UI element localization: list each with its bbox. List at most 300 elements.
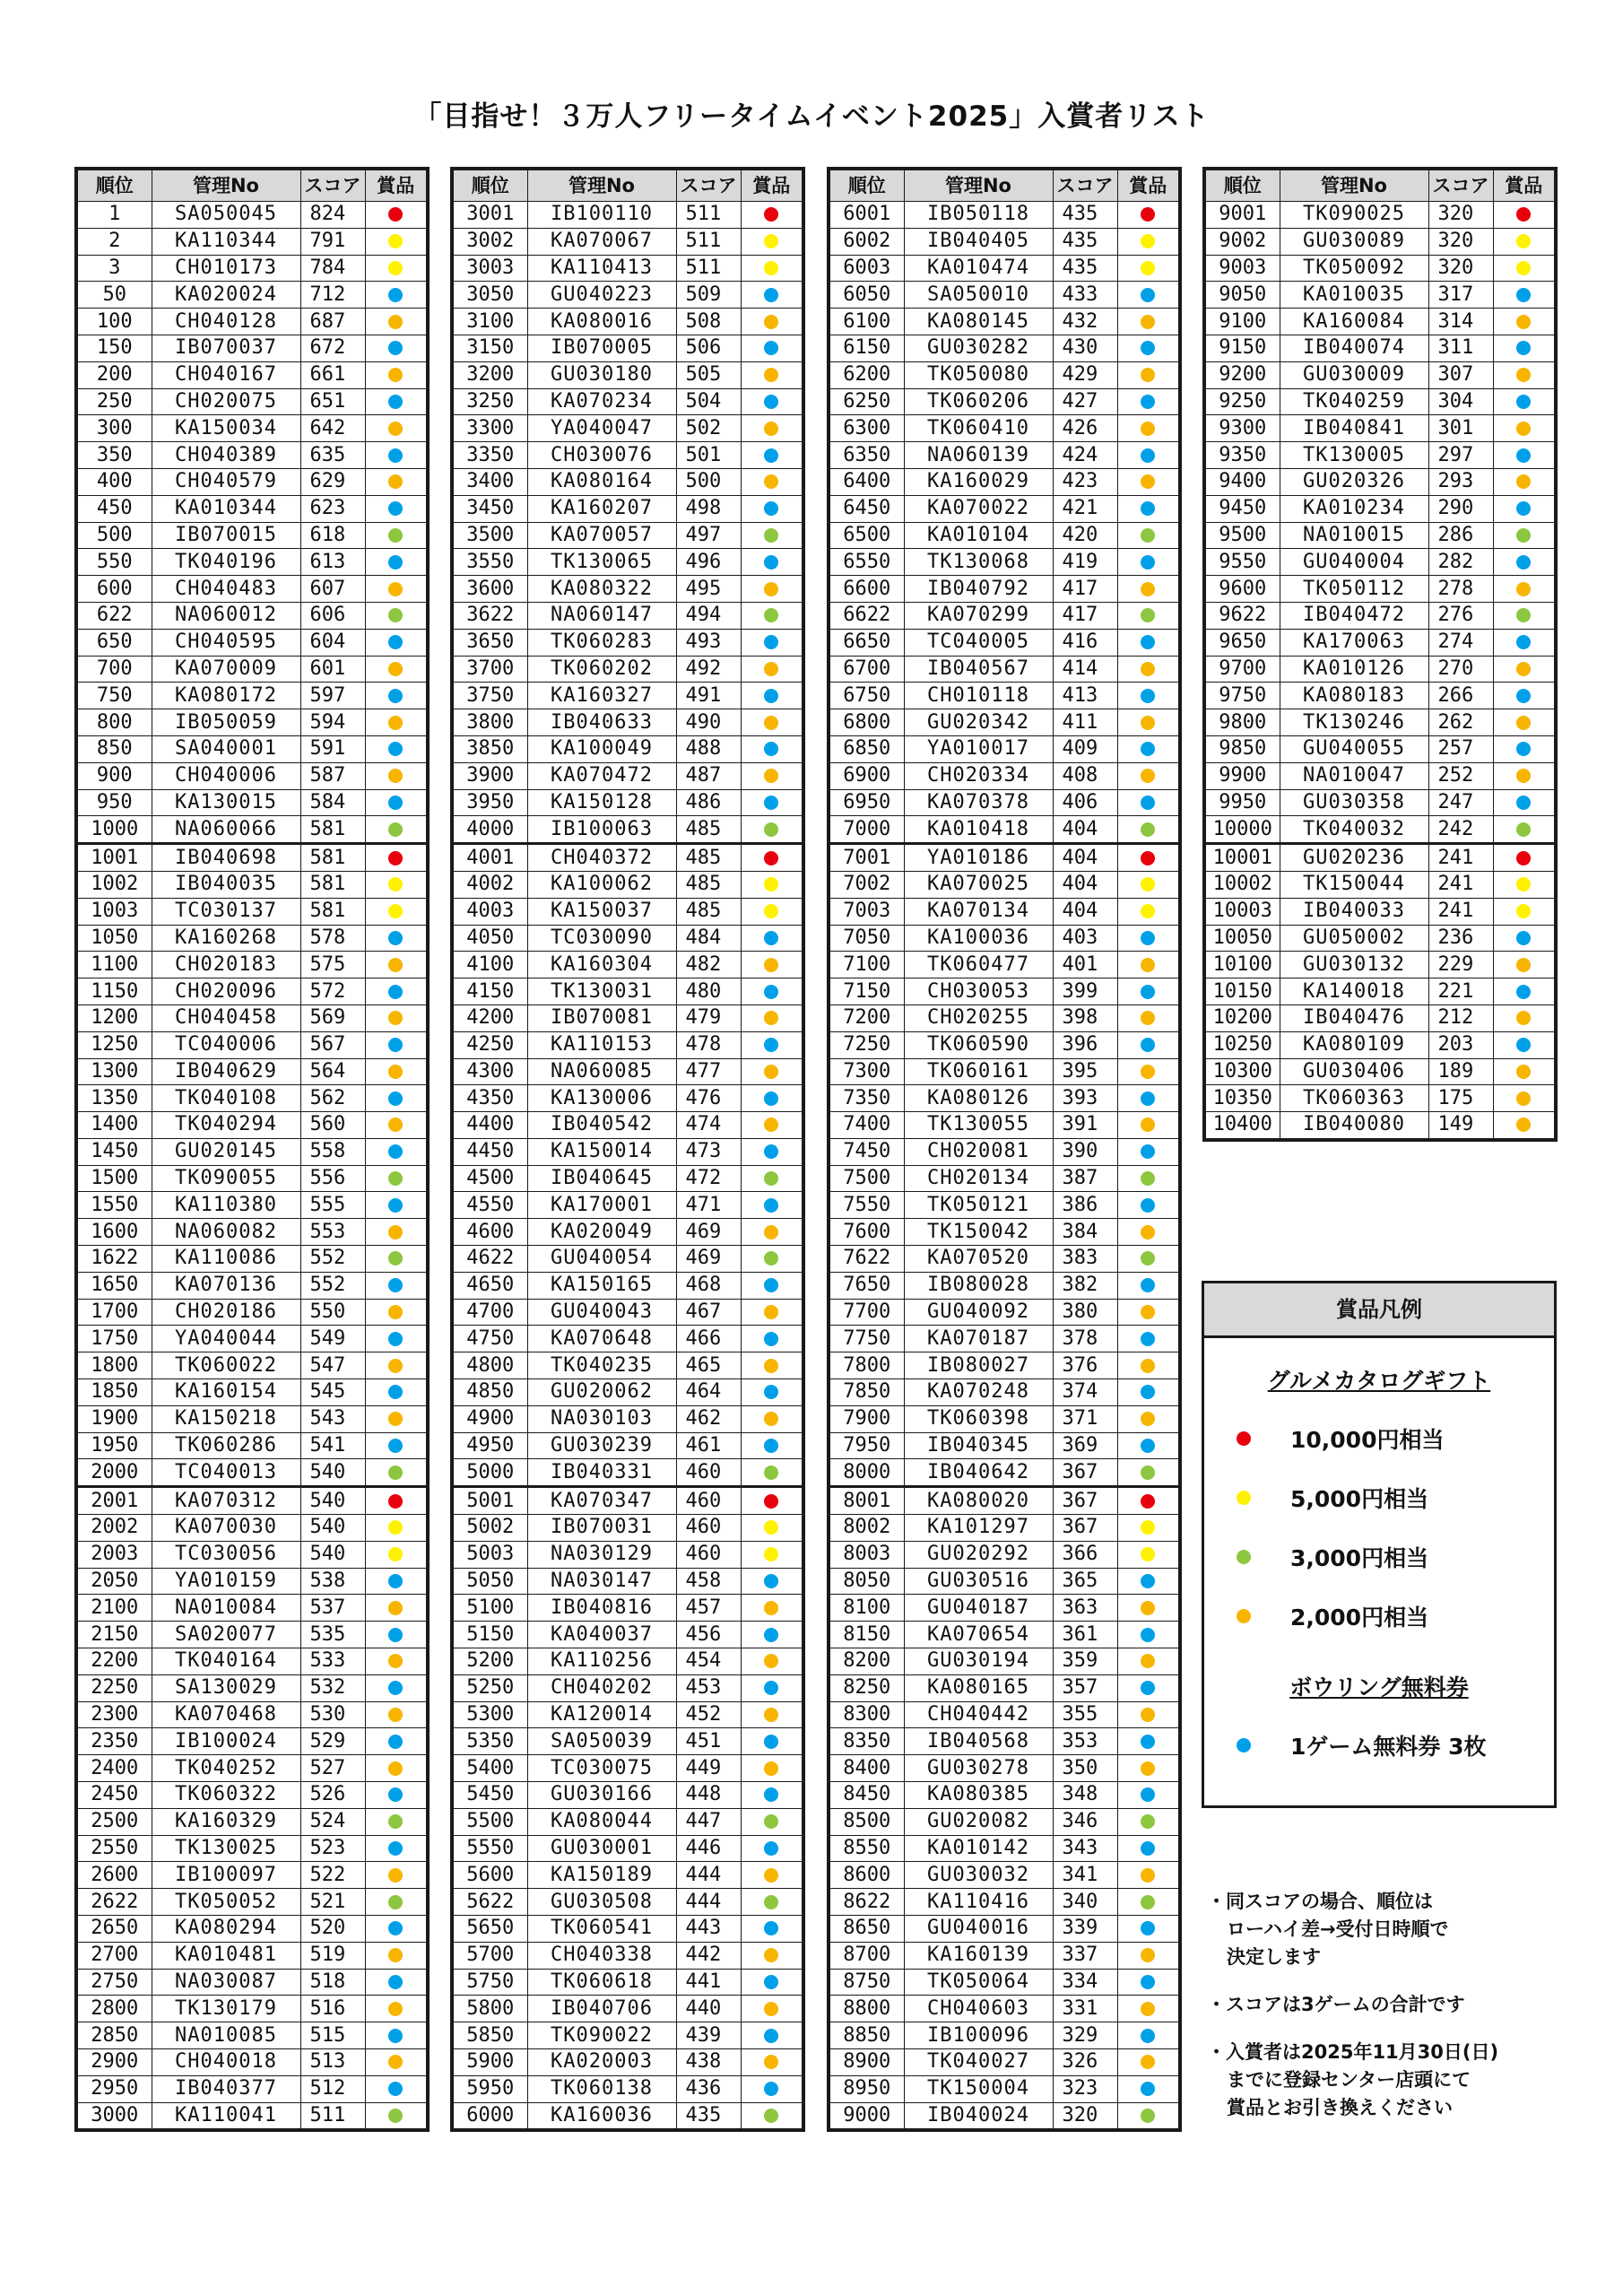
green-dot-icon xyxy=(1141,1465,1155,1480)
yellow-dot-icon xyxy=(1237,1491,1251,1505)
table-row xyxy=(452,709,803,736)
table-row xyxy=(76,522,428,549)
rank-cell: 2003 xyxy=(76,1541,152,1568)
table-row xyxy=(452,309,803,335)
rank-cell: 1100 xyxy=(76,952,152,978)
table-row xyxy=(829,1942,1180,1969)
score-cell: 458 xyxy=(676,1568,741,1595)
rank-cell: 7500 xyxy=(829,1165,904,1192)
id-cell: CH040595 xyxy=(152,629,300,656)
table-row xyxy=(452,1246,803,1273)
id-cell: GU030278 xyxy=(904,1755,1053,1782)
score-cell: 457 xyxy=(676,1595,741,1622)
prize-cell xyxy=(741,1782,803,1809)
rank-cell: 8300 xyxy=(829,1701,904,1728)
rank-cell: 8650 xyxy=(829,1916,904,1943)
prize-cell xyxy=(365,709,428,736)
rank-cell: 9700 xyxy=(1204,656,1280,683)
prize-cell xyxy=(1117,1031,1180,1058)
id-cell: CH030053 xyxy=(904,978,1053,1005)
id-cell: IB040568 xyxy=(904,1728,1053,1755)
table-row xyxy=(452,1622,803,1648)
prize-cell xyxy=(741,468,803,495)
prize-cell xyxy=(365,789,428,816)
score-cell: 189 xyxy=(1428,1058,1493,1085)
id-cell: KA130015 xyxy=(152,789,300,816)
blue-dot-icon xyxy=(764,1144,778,1159)
blue-dot-icon xyxy=(1141,931,1155,945)
rank-cell: 2850 xyxy=(76,2022,152,2049)
blue-dot-icon xyxy=(388,1385,403,1399)
id-cell: KA160029 xyxy=(904,468,1053,495)
id-cell: NA010015 xyxy=(1280,522,1428,549)
prize-cell xyxy=(1117,683,1180,709)
prize-cell xyxy=(1493,495,1556,522)
id-cell: KA070520 xyxy=(904,1246,1053,1273)
blue-dot-icon xyxy=(1141,341,1155,355)
score-cell: 581 xyxy=(300,871,365,898)
id-cell: IB050118 xyxy=(904,202,1053,229)
id-cell: KA110413 xyxy=(527,255,676,282)
rank-cell: 4000 xyxy=(452,816,527,844)
prize-cell xyxy=(1117,1112,1180,1139)
rank-cell: 1850 xyxy=(76,1379,152,1406)
orange-dot-icon xyxy=(1516,1118,1531,1132)
rank-cell: 1700 xyxy=(76,1299,152,1326)
score-cell: 493 xyxy=(676,629,741,656)
id-cell: TC040013 xyxy=(152,1459,300,1487)
id-cell: GU020292 xyxy=(904,1541,1053,1568)
orange-dot-icon xyxy=(764,582,778,596)
score-cell: 506 xyxy=(676,335,741,361)
prize-cell xyxy=(1493,656,1556,683)
id-cell: IB040024 xyxy=(904,2102,1053,2130)
score-cell: 420 xyxy=(1053,522,1117,549)
score-cell: 784 xyxy=(300,255,365,282)
score-cell: 433 xyxy=(1053,282,1117,309)
blue-dot-icon xyxy=(1141,1735,1155,1749)
rank-cell: 2000 xyxy=(76,1459,152,1487)
orange-dot-icon xyxy=(388,1225,403,1239)
prize-cell xyxy=(1117,468,1180,495)
table-row xyxy=(452,1432,803,1459)
green-dot-icon xyxy=(764,2109,778,2123)
rank-cell: 9500 xyxy=(1204,522,1280,549)
id-cell: TK040252 xyxy=(152,1755,300,1782)
prize-cell xyxy=(1117,1405,1180,1432)
table-row xyxy=(76,202,428,229)
orange-dot-icon xyxy=(1141,1225,1155,1239)
table-row xyxy=(76,1192,428,1219)
score-cell: 552 xyxy=(300,1272,365,1299)
id-cell: KA100062 xyxy=(527,871,676,898)
prize-cell xyxy=(1493,1085,1556,1112)
rank-cell: 5003 xyxy=(452,1541,527,1568)
orange-dot-icon xyxy=(764,1412,778,1426)
rank-cell: 3400 xyxy=(452,468,527,495)
score-cell: 491 xyxy=(676,683,741,709)
rank-cell: 3450 xyxy=(452,495,527,522)
score-cell: 562 xyxy=(300,1085,365,1112)
rank-cell: 8000 xyxy=(829,1459,904,1487)
rank-cell: 700 xyxy=(76,656,152,683)
score-cell: 395 xyxy=(1053,1058,1117,1085)
id-cell: SA050045 xyxy=(152,202,300,229)
blue-dot-icon xyxy=(1141,985,1155,999)
score-cell: 307 xyxy=(1428,361,1493,388)
table-row xyxy=(829,1755,1180,1782)
blue-dot-icon xyxy=(1141,1278,1155,1292)
table-row xyxy=(76,1648,428,1675)
prize-cell xyxy=(1117,978,1180,1005)
prize-cell xyxy=(741,1138,803,1165)
id-cell: KA150165 xyxy=(527,1272,676,1299)
rank-cell: 4150 xyxy=(452,978,527,1005)
prize-cell xyxy=(365,1112,428,1139)
rank-cell: 1622 xyxy=(76,1246,152,1273)
score-cell: 511 xyxy=(300,2102,365,2130)
prize-cell xyxy=(741,1272,803,1299)
table-row xyxy=(76,495,428,522)
rank-cell: 8450 xyxy=(829,1782,904,1809)
id-cell: KA070009 xyxy=(152,656,300,683)
id-cell: IB100063 xyxy=(527,816,676,844)
table-row xyxy=(1204,978,1556,1005)
prize-cell xyxy=(365,1808,428,1835)
id-cell: IB070081 xyxy=(527,1004,676,1031)
prize-cell xyxy=(1493,549,1556,576)
prize-header: 賞品 xyxy=(1493,169,1556,202)
orange-dot-icon xyxy=(764,1065,778,1079)
rank-cell: 10002 xyxy=(1204,871,1280,898)
rank-cell: 8750 xyxy=(829,1969,904,1996)
id-cell: KA110380 xyxy=(152,1192,300,1219)
id-cell: KA150034 xyxy=(152,415,300,442)
table-row xyxy=(1204,925,1556,952)
table-row xyxy=(452,576,803,603)
table-row xyxy=(829,1004,1180,1031)
score-cell: 432 xyxy=(1053,309,1117,335)
id-cell: TK060286 xyxy=(152,1432,300,1459)
score-cell: 212 xyxy=(1428,1004,1493,1031)
table-row xyxy=(452,549,803,576)
prize-cell xyxy=(365,1299,428,1326)
table-row xyxy=(452,522,803,549)
score-cell: 348 xyxy=(1053,1782,1117,1809)
id-cell: KA110153 xyxy=(527,1031,676,1058)
table-row xyxy=(76,1246,428,1273)
blue-dot-icon xyxy=(764,796,778,810)
orange-dot-icon xyxy=(1141,582,1155,596)
prize-cell xyxy=(365,1541,428,1568)
table-row xyxy=(452,1352,803,1379)
prize-cell xyxy=(741,1595,803,1622)
table-row xyxy=(1204,361,1556,388)
green-dot-icon xyxy=(388,822,403,837)
rank-cell: 3100 xyxy=(452,309,527,335)
rank-cell: 1300 xyxy=(76,1058,152,1085)
rank-cell: 3250 xyxy=(452,388,527,415)
rank-cell: 4622 xyxy=(452,1246,527,1273)
table-row xyxy=(829,309,1180,335)
id-cell: GU040223 xyxy=(527,282,676,309)
id-cell: KA160036 xyxy=(527,2102,676,2130)
prize-cell xyxy=(1493,1031,1556,1058)
red-dot-icon xyxy=(388,207,403,222)
orange-dot-icon xyxy=(764,1868,778,1883)
score-cell: 416 xyxy=(1053,629,1117,656)
score-cell: 317 xyxy=(1428,282,1493,309)
prize-cell xyxy=(1117,1622,1180,1648)
orange-dot-icon xyxy=(1141,1868,1155,1883)
rank-cell: 7003 xyxy=(829,898,904,925)
rank-cell: 6050 xyxy=(829,282,904,309)
prize-cell xyxy=(741,255,803,282)
rank-cell: 800 xyxy=(76,709,152,736)
table-header-row xyxy=(452,169,803,202)
id-cell: IB100096 xyxy=(904,2022,1053,2049)
rank-cell: 9550 xyxy=(1204,549,1280,576)
score-cell: 435 xyxy=(676,2102,741,2130)
rank-cell: 8622 xyxy=(829,1889,904,1916)
score-cell: 466 xyxy=(676,1326,741,1352)
rank-cell: 4300 xyxy=(452,1058,527,1085)
prize-cell xyxy=(365,1889,428,1916)
yellow-dot-icon xyxy=(764,904,778,918)
rank-cell: 6003 xyxy=(829,255,904,282)
score-cell: 482 xyxy=(676,952,741,978)
id-cell: NA010085 xyxy=(152,2022,300,2049)
orange-dot-icon xyxy=(1141,2002,1155,2016)
score-cell: 496 xyxy=(676,549,741,576)
score-cell: 346 xyxy=(1053,1808,1117,1835)
id-cell: GU020342 xyxy=(904,709,1053,736)
table-row xyxy=(76,1835,428,1862)
table-row xyxy=(829,522,1180,549)
rank-cell: 3002 xyxy=(452,228,527,255)
score-cell: 518 xyxy=(300,1969,365,1996)
orange-dot-icon xyxy=(764,1359,778,1373)
orange-dot-icon xyxy=(388,1761,403,1776)
score-cell: 442 xyxy=(676,1942,741,1969)
prize-cell xyxy=(365,282,428,309)
score-cell: 597 xyxy=(300,683,365,709)
prize-cell xyxy=(741,1835,803,1862)
prize-cell xyxy=(1117,1568,1180,1595)
table-row xyxy=(452,1808,803,1835)
table-row xyxy=(829,255,1180,282)
score-cell: 371 xyxy=(1053,1405,1117,1432)
rank-cell: 2800 xyxy=(76,1996,152,2022)
prize-cell xyxy=(365,1326,428,1352)
table-row xyxy=(76,1595,428,1622)
prize-cell xyxy=(1493,335,1556,361)
score-cell: 508 xyxy=(676,309,741,335)
score-cell: 469 xyxy=(676,1246,741,1273)
prize-cell xyxy=(741,1379,803,1406)
score-cell: 504 xyxy=(676,388,741,415)
rank-cell: 2550 xyxy=(76,1835,152,1862)
orange-dot-icon xyxy=(764,1948,778,1962)
id-cell: KA080172 xyxy=(152,683,300,709)
table-row xyxy=(829,602,1180,629)
prize-cell xyxy=(365,656,428,683)
table-row xyxy=(76,442,428,469)
rank-cell: 3000 xyxy=(76,2102,152,2130)
notes xyxy=(1207,1888,1593,2142)
orange-dot-icon xyxy=(388,582,403,596)
blue-dot-icon xyxy=(1141,1681,1155,1695)
prize-cell xyxy=(365,2075,428,2102)
prize-cell xyxy=(1117,1487,1180,1515)
prize-cell xyxy=(1117,255,1180,282)
red-dot-icon xyxy=(1141,207,1155,222)
table-row xyxy=(829,1165,1180,1192)
blue-dot-icon xyxy=(388,395,403,409)
table-row xyxy=(452,1728,803,1755)
id-cell: TK050092 xyxy=(1280,255,1428,282)
rank-cell: 550 xyxy=(76,549,152,576)
table-row xyxy=(452,1379,803,1406)
score-cell: 382 xyxy=(1053,1272,1117,1299)
id-cell: GU030009 xyxy=(1280,361,1428,388)
id-cell: TK060618 xyxy=(527,1969,676,1996)
blue-dot-icon xyxy=(388,1439,403,1453)
table-row xyxy=(452,228,803,255)
id-cell: TK040259 xyxy=(1280,388,1428,415)
rank-cell: 9050 xyxy=(1204,282,1280,309)
table-row xyxy=(76,709,428,736)
rank-cell: 6400 xyxy=(829,468,904,495)
score-cell: 276 xyxy=(1428,602,1493,629)
id-cell: KA170001 xyxy=(527,1192,676,1219)
orange-dot-icon xyxy=(764,474,778,489)
prize-cell xyxy=(365,1459,428,1487)
score-cell: 487 xyxy=(676,762,741,789)
table-row xyxy=(76,1541,428,1568)
rank-cell: 2 xyxy=(76,228,152,255)
rank-cell: 4050 xyxy=(452,925,527,952)
table-row xyxy=(452,1192,803,1219)
rank-cell: 350 xyxy=(76,442,152,469)
score-cell: 530 xyxy=(300,1701,365,1728)
rank-cell: 400 xyxy=(76,468,152,495)
prize-cell xyxy=(365,978,428,1005)
score-cell: 404 xyxy=(1053,871,1117,898)
rank-cell: 6200 xyxy=(829,361,904,388)
rank-cell: 6001 xyxy=(829,202,904,229)
score-cell: 274 xyxy=(1428,629,1493,656)
table-row xyxy=(76,762,428,789)
id-cell: YA010017 xyxy=(904,735,1053,762)
score-cell: 447 xyxy=(676,1808,741,1835)
orange-dot-icon xyxy=(1516,716,1531,730)
prize-cell xyxy=(365,549,428,576)
table-row xyxy=(76,282,428,309)
rank-cell: 4250 xyxy=(452,1031,527,1058)
blue-dot-icon xyxy=(764,2029,778,2043)
table-row xyxy=(76,1405,428,1432)
blue-dot-icon xyxy=(1516,635,1531,649)
prize-cell xyxy=(741,388,803,415)
rank-cell: 6700 xyxy=(829,656,904,683)
prize-cell xyxy=(365,335,428,361)
blue-dot-icon xyxy=(388,2029,403,2043)
prize-cell xyxy=(365,495,428,522)
score-cell: 584 xyxy=(300,789,365,816)
id-cell: TK060477 xyxy=(904,952,1053,978)
id-cell: TK050121 xyxy=(904,1192,1053,1219)
score-cell: 543 xyxy=(300,1405,365,1432)
prize-cell xyxy=(365,1942,428,1969)
id-cell: TK150004 xyxy=(904,2075,1053,2102)
id-cell: GU030180 xyxy=(527,361,676,388)
score-cell: 301 xyxy=(1428,415,1493,442)
id-cell: NA010084 xyxy=(152,1595,300,1622)
rank-cell: 2001 xyxy=(76,1487,152,1515)
id-cell: KA070347 xyxy=(527,1487,676,1515)
orange-dot-icon xyxy=(388,1065,403,1079)
table-row xyxy=(452,978,803,1005)
blue-dot-icon xyxy=(764,1975,778,1989)
orange-dot-icon xyxy=(764,769,778,783)
prize-cell xyxy=(1117,549,1180,576)
yellow-dot-icon xyxy=(764,261,778,275)
id-cell: TK060138 xyxy=(527,2075,676,2102)
table-row xyxy=(452,898,803,925)
note-tie-rule: ・同スコアの場合、順位は ローハイ差→受付日時順で 決定します xyxy=(1207,1891,1449,1968)
rank-cell: 4750 xyxy=(452,1326,527,1352)
table-row xyxy=(829,978,1180,1005)
prize-cell xyxy=(741,1648,803,1675)
id-cell: KA130006 xyxy=(527,1085,676,1112)
id-cell: IB040567 xyxy=(904,656,1053,683)
score-cell: 527 xyxy=(300,1755,365,1782)
rank-cell: 3003 xyxy=(452,255,527,282)
score-cell: 393 xyxy=(1053,1085,1117,1112)
prize-cell xyxy=(1117,1192,1180,1219)
prize-cell xyxy=(365,442,428,469)
id-cell: KA150128 xyxy=(527,789,676,816)
table-row xyxy=(76,1058,428,1085)
rank-cell: 10003 xyxy=(1204,898,1280,925)
prize-cell xyxy=(741,1219,803,1246)
prize-cell xyxy=(1493,762,1556,789)
prize-cell xyxy=(741,495,803,522)
score-cell: 515 xyxy=(300,2022,365,2049)
score-cell: 448 xyxy=(676,1782,741,1809)
prize-cell xyxy=(741,202,803,229)
yellow-dot-icon xyxy=(1516,904,1531,918)
prize-cell xyxy=(1117,789,1180,816)
prize-cell xyxy=(741,2022,803,2049)
id-cell: NA030087 xyxy=(152,1969,300,1996)
id-cell: NA060012 xyxy=(152,602,300,629)
score-cell: 606 xyxy=(300,602,365,629)
prize-cell xyxy=(741,871,803,898)
score-cell: 404 xyxy=(1053,898,1117,925)
id-cell: KA101297 xyxy=(904,1515,1053,1542)
prize-cell xyxy=(1117,1085,1180,1112)
prize-cell xyxy=(365,388,428,415)
prize-cell xyxy=(365,1487,428,1515)
score-cell: 824 xyxy=(300,202,365,229)
score-cell: 435 xyxy=(1053,255,1117,282)
blue-dot-icon xyxy=(1516,1038,1531,1052)
id-header: 管理No xyxy=(527,169,676,202)
table-row xyxy=(76,1379,428,1406)
score-cell: 386 xyxy=(1053,1192,1117,1219)
